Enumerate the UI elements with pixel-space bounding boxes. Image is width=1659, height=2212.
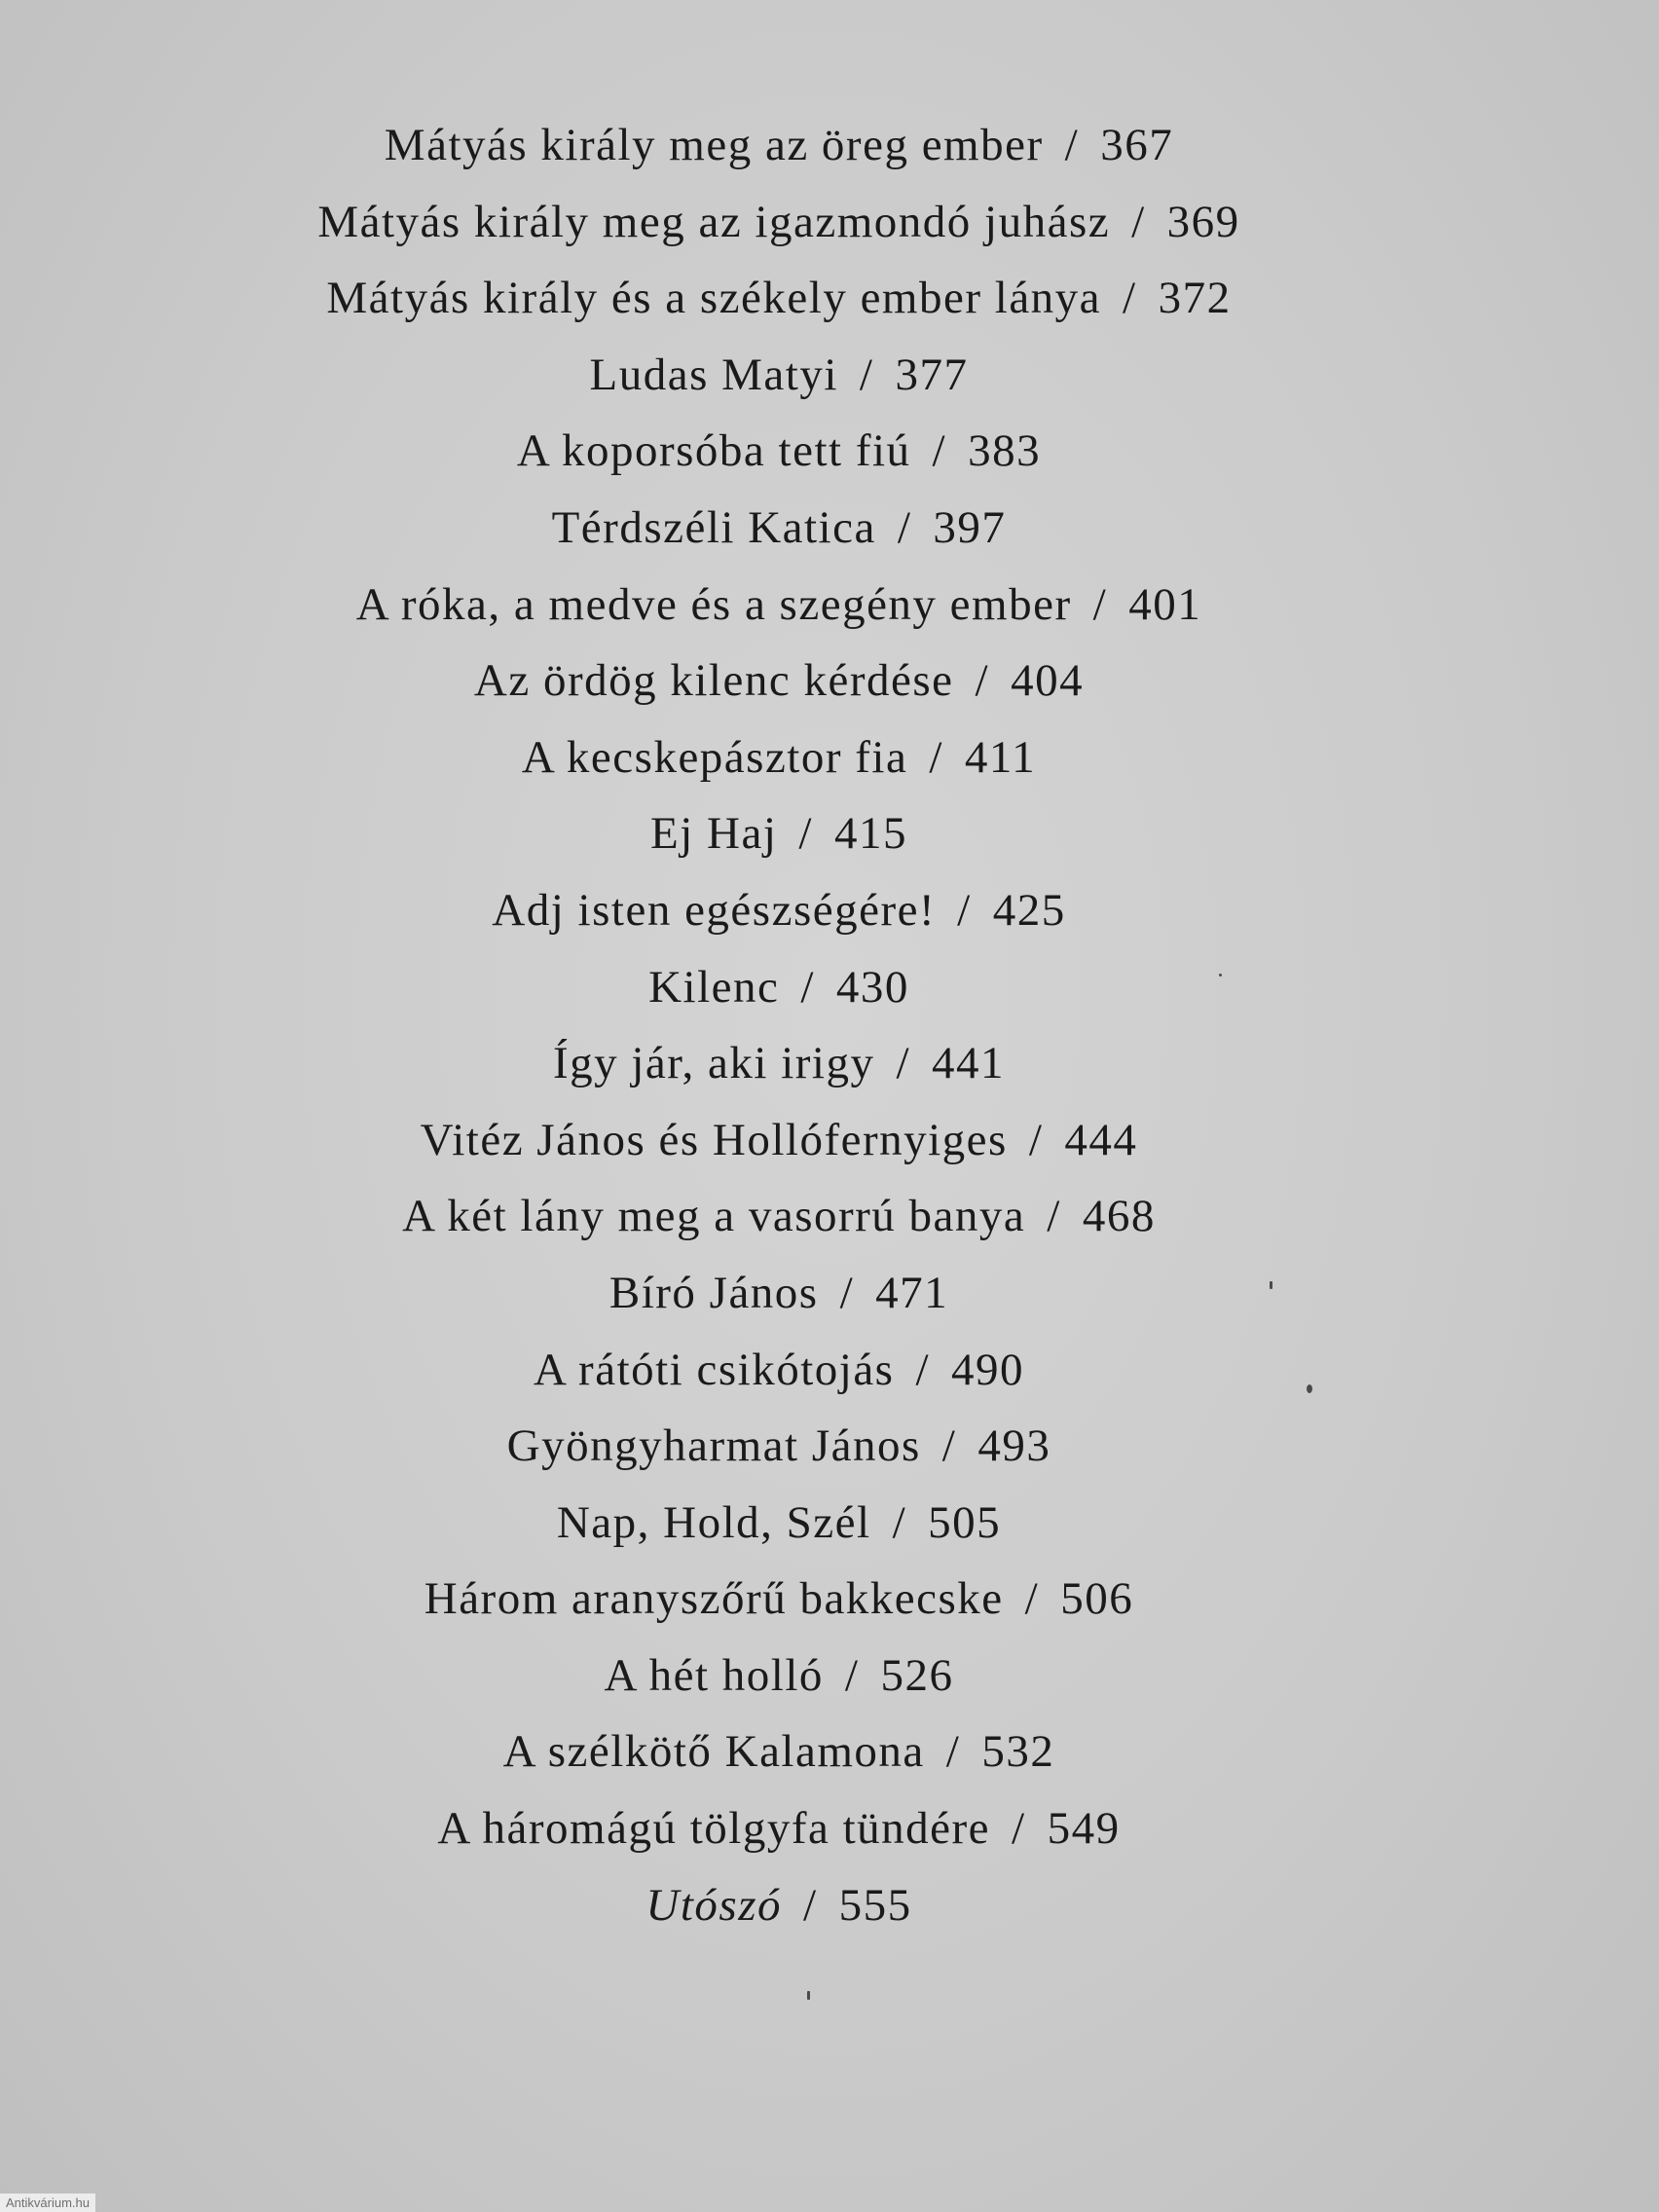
entry-page-number: 415 — [833, 808, 907, 860]
entry-page-number: 532 — [981, 1726, 1055, 1778]
entry-separator: / — [1123, 273, 1137, 324]
toc-entry — [0, 413, 1558, 490]
entry-title: Kilenc — [648, 961, 780, 1013]
entry-separator: / — [1024, 1573, 1040, 1625]
toc-entry — [0, 490, 1558, 567]
entry-title: Így jár, aki irigy — [552, 1038, 875, 1089]
entry-page-number: 549 — [1047, 1803, 1121, 1855]
toc-entry — [0, 1714, 1558, 1790]
entry-separator: / — [1064, 120, 1080, 170]
entry-title: A koporsóba tett fiú — [516, 425, 911, 477]
entry-title: Nap, Hold, Szél — [556, 1496, 871, 1548]
entry-page-number: 444 — [1064, 1114, 1138, 1165]
entry-page-number: 401 — [1128, 578, 1202, 630]
toc-entry — [0, 1638, 1558, 1714]
entry-page-number: 411 — [964, 731, 1037, 783]
entry-title: A kecskepásztor fia — [521, 731, 908, 783]
entry-title: Mátyás király és a székely ember lánya — [326, 273, 1102, 324]
toc-entry — [0, 872, 1558, 949]
toc-entry — [0, 337, 1558, 414]
entry-page-number: 555 — [838, 1879, 912, 1931]
entry-separator: / — [839, 1267, 855, 1318]
entry-title: A rátóti csikótojás — [533, 1344, 895, 1395]
entry-title: A háromágú tölgyfa tündére — [437, 1803, 991, 1855]
watermark: Antikvárium.hu — [0, 2194, 95, 2212]
entry-title: Adj isten egészségére! — [492, 884, 937, 936]
entry-page-number: 506 — [1060, 1573, 1134, 1625]
entry-separator: / — [844, 1649, 860, 1701]
entry-title: Bíró János — [608, 1267, 819, 1318]
entry-title: Vitéz János és Hollófernyiges — [420, 1114, 1008, 1165]
entry-title: Mátyás király meg az igazmondó juhász — [317, 196, 1111, 247]
entry-page-number: 493 — [977, 1420, 1051, 1472]
ink-speck — [1270, 1281, 1272, 1289]
toc-entry — [0, 1332, 1558, 1409]
entry-page-number: 441 — [932, 1038, 1006, 1089]
toc-entry — [0, 643, 1558, 719]
entry-separator: / — [957, 884, 972, 936]
entry-separator: / — [798, 808, 813, 860]
entry-page-number: 505 — [928, 1496, 1002, 1548]
entry-page-number: 425 — [992, 884, 1066, 936]
toc-entry — [0, 567, 1558, 644]
entry-title: A róka, a medve és a szegény ember — [355, 578, 1072, 630]
toc-entry — [0, 1102, 1558, 1179]
entry-separator: / — [932, 425, 947, 477]
toc-entry — [0, 795, 1558, 872]
entry-title: A szélkötő Kalamona — [502, 1726, 925, 1778]
toc-entry — [0, 184, 1558, 261]
table-of-contents — [0, 107, 1558, 1943]
entry-title: Gyöngyharmat János — [506, 1420, 921, 1472]
entry-page-number: 397 — [933, 501, 1007, 553]
ink-speck — [807, 1991, 810, 2000]
entry-title: A két lány meg a vasorrú banya — [402, 1191, 1026, 1242]
entry-title: Az ördög kilenc kérdése — [473, 655, 954, 707]
entry-page-number: 526 — [880, 1649, 954, 1701]
toc-entry — [0, 260, 1558, 337]
entry-title: Utószó — [645, 1879, 783, 1931]
entry-separator: / — [915, 1344, 931, 1395]
ink-speck — [1219, 974, 1222, 977]
entry-title: A hét holló — [604, 1649, 824, 1701]
toc-entry — [0, 719, 1558, 796]
entry-separator: / — [897, 501, 912, 553]
entry-separator: / — [892, 1496, 907, 1548]
entry-page-number: 377 — [895, 349, 969, 400]
entry-page-number: 369 — [1166, 196, 1240, 247]
toc-entry — [0, 1255, 1558, 1332]
entry-page-number: 383 — [968, 425, 1042, 477]
entry-page-number: 468 — [1082, 1191, 1156, 1242]
toc-entry — [0, 1561, 1558, 1638]
toc-entry — [0, 107, 1558, 184]
entry-title: Térdszéli Katica — [551, 501, 876, 553]
toc-entry — [0, 1178, 1558, 1255]
entry-separator: / — [896, 1038, 911, 1089]
entry-separator: / — [859, 349, 874, 400]
entry-title: Három aranyszőrű bakkecske — [424, 1573, 1004, 1625]
entry-page-number: 430 — [835, 961, 909, 1013]
entry-separator: / — [800, 961, 815, 1013]
entry-separator: / — [1047, 1191, 1061, 1242]
ink-speck — [1307, 1384, 1312, 1393]
entry-page-number: 471 — [875, 1267, 949, 1318]
entry-separator: / — [1012, 1803, 1026, 1855]
entry-separator: / — [945, 1726, 961, 1778]
entry-separator: / — [929, 731, 943, 783]
entry-separator: / — [803, 1879, 818, 1931]
entry-title: Ej Haj — [650, 808, 778, 860]
entry-separator: / — [1028, 1114, 1044, 1165]
entry-separator: / — [1092, 578, 1108, 630]
toc-entry — [0, 1408, 1558, 1485]
toc-entry — [0, 1485, 1558, 1562]
entry-page-number: 372 — [1158, 273, 1232, 324]
entry-separator: / — [1131, 196, 1146, 247]
entry-title: Mátyás király meg az öreg ember — [384, 120, 1044, 170]
entry-separator: / — [975, 655, 990, 707]
toc-entry — [0, 1025, 1558, 1102]
entry-title: Ludas Matyi — [589, 349, 838, 400]
entry-page-number: 404 — [1011, 655, 1085, 707]
entry-page-number: 490 — [951, 1344, 1025, 1395]
entry-page-number: 367 — [1100, 120, 1174, 170]
toc-entry — [0, 949, 1558, 1026]
toc-entry — [0, 1790, 1558, 1867]
toc-entry-afterword — [0, 1867, 1558, 1944]
entry-separator: / — [941, 1420, 957, 1472]
